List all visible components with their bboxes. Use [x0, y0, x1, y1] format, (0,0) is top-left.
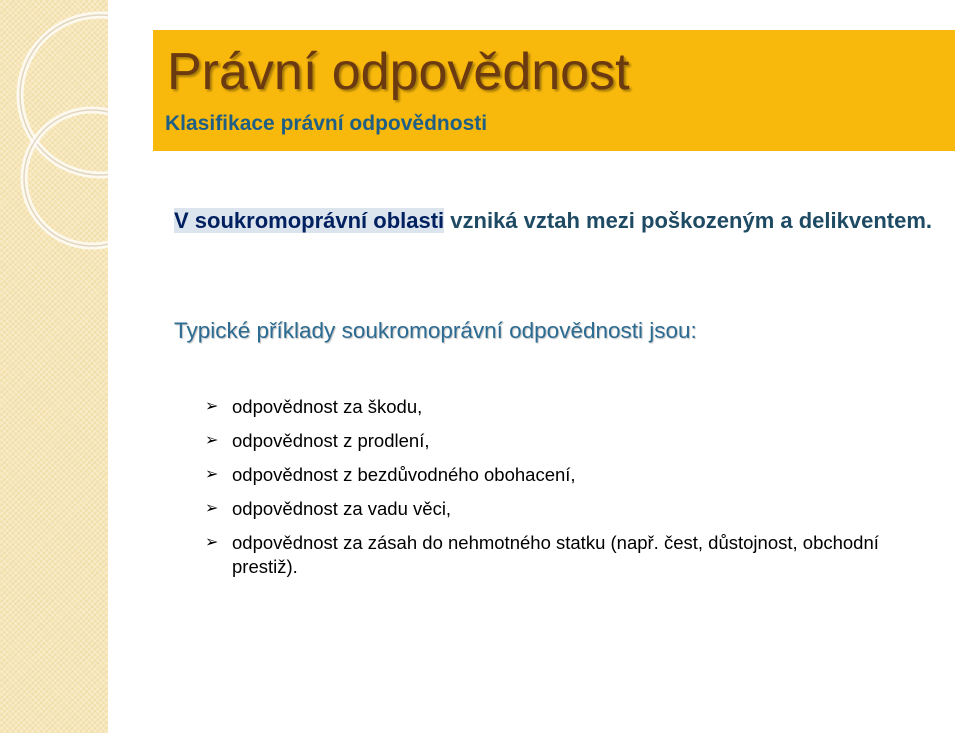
list-item — [205, 395, 945, 419]
intro-text: vzniká vztah mezi poškozeným a delikventem. — [444, 208, 933, 233]
list-item — [205, 497, 945, 521]
arrowhead-bullet-icon: ➢ — [205, 398, 219, 415]
arrowhead-bullet-icon: ➢ — [205, 432, 219, 449]
arrowhead-bullet-icon: ➢ — [205, 466, 219, 483]
list-item — [205, 429, 945, 453]
arrowhead-bullet-icon: ➢ — [205, 534, 219, 551]
list-item — [205, 531, 945, 579]
intro-highlight: V soukromoprávní oblasti — [174, 208, 445, 233]
slide-title: Právní odpovědnost — [167, 43, 630, 101]
arrowhead-bullet-icon: ➢ — [205, 500, 219, 517]
slide-subtitle: Klasifikace právní odpovědnosti — [165, 112, 488, 135]
list-item-text: odpovědnost za zásah do nehmotného statku (např. čest, důstojnost, obchodní prestiž). — [232, 532, 879, 577]
title-bar — [153, 30, 955, 151]
list-item-text: odpovědnost za vadu věci, — [232, 498, 452, 519]
list-item — [205, 463, 945, 487]
examples-lead: Typické příklady soukromoprávní odpovědnosti jsou: — [174, 318, 697, 343]
list-item-text: odpovědnost z prodlení, — [232, 430, 430, 451]
list-item-text: odpovědnost z bezdůvodného obohacení, — [232, 464, 576, 485]
examples-list — [205, 395, 945, 589]
decorative-side-strip — [0, 0, 108, 733]
intro-paragraph — [174, 205, 944, 236]
decorative-circles-icon — [0, 0, 108, 733]
list-item-text: odpovědnost za škodu, — [232, 396, 423, 417]
